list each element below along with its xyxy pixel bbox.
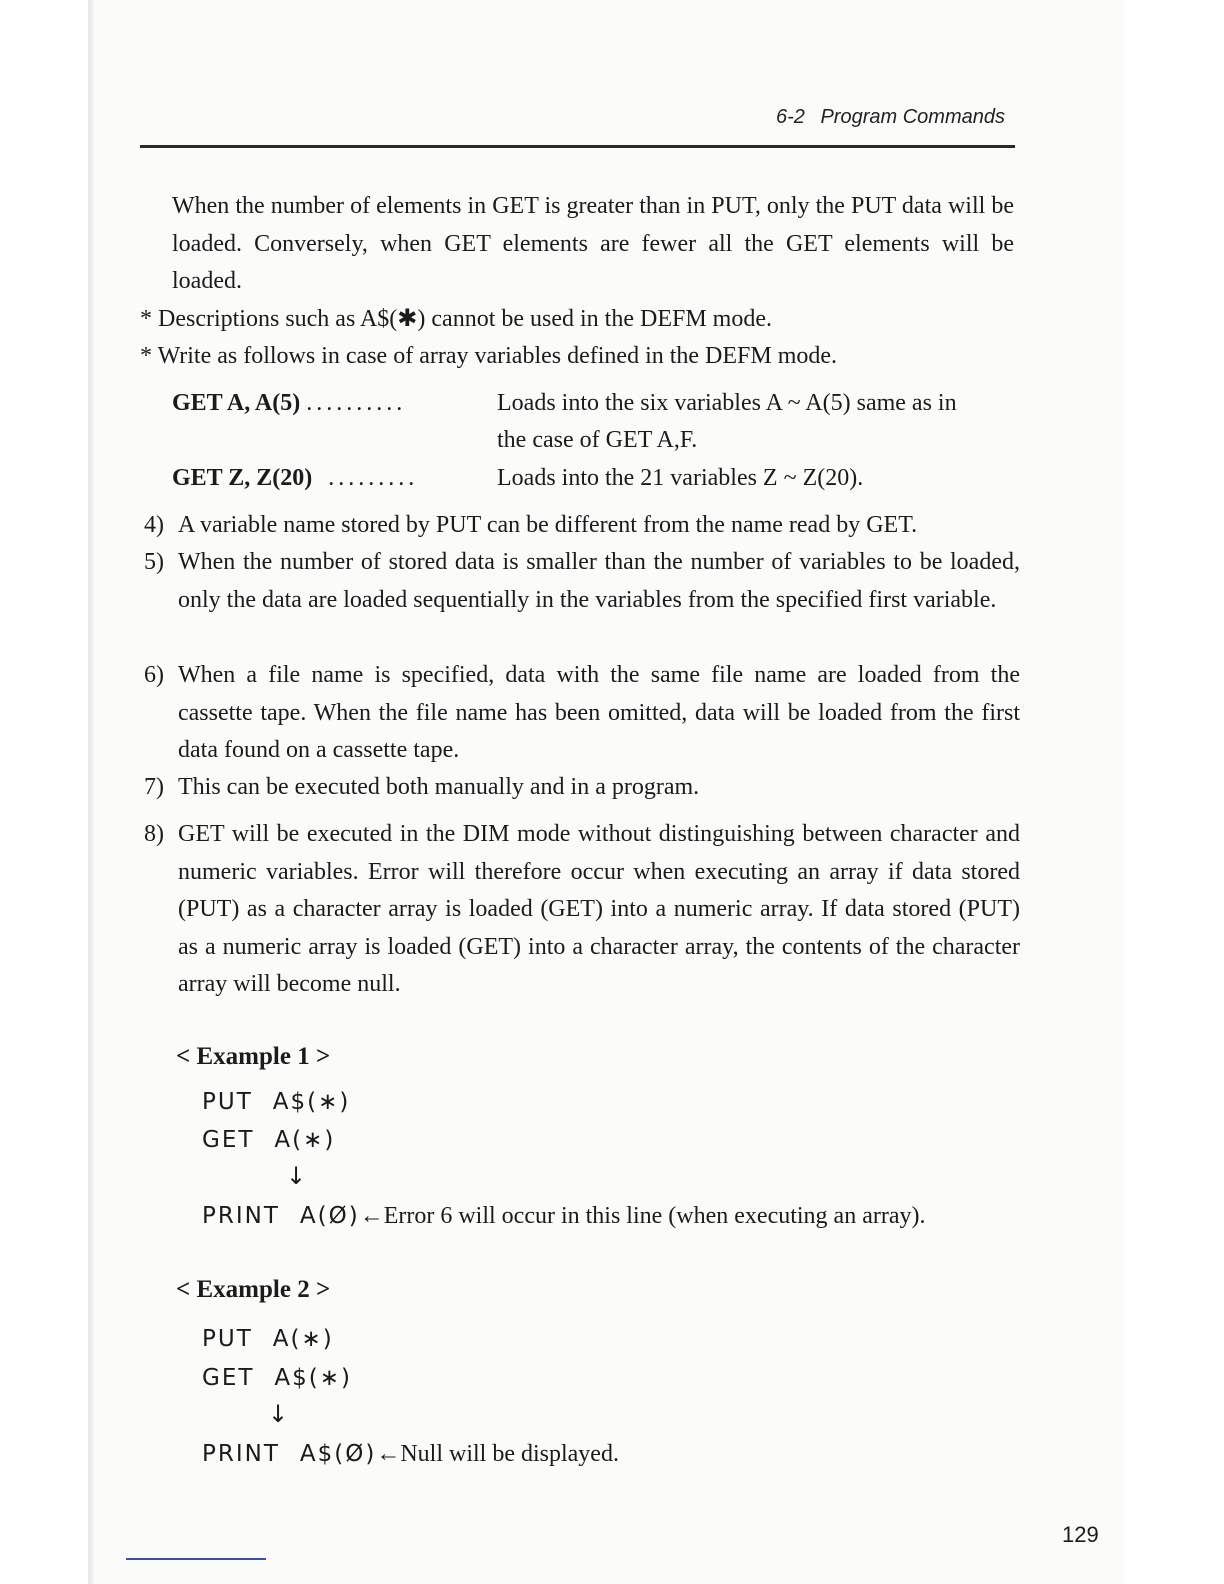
example-2-title: < Example 2 > xyxy=(176,1276,331,1303)
section-title: Program Commands xyxy=(820,106,1005,128)
code-argument: A$(∗) xyxy=(274,1365,352,1391)
code-comment: ←Null will be displayed. xyxy=(376,1441,619,1467)
code-line xyxy=(202,1203,926,1230)
list-item xyxy=(144,544,1020,657)
item-text: A variable name stored by PUT can be different from the name read by GET. xyxy=(178,512,918,538)
item-number: 4) xyxy=(144,512,164,538)
code-line xyxy=(202,1089,350,1115)
list-item xyxy=(144,816,1020,1004)
code-argument: A$(Ø) xyxy=(299,1441,377,1467)
code-keyword: GET xyxy=(202,1365,255,1391)
leader-dots: .......... xyxy=(306,390,407,416)
get-command: GET Z, Z(20) xyxy=(172,465,313,491)
leader-dots: ......... xyxy=(328,465,419,491)
code-argument: A$(∗) xyxy=(272,1089,351,1115)
item-text: When a file name is specified, data with the same file name are loaded from the cassette tape. When the file name has been omitted, data will be loaded from the first data found on a cassette tape. xyxy=(178,662,1020,763)
get-description: Loads into the six variables A ~ A(5) same as in xyxy=(497,390,957,416)
code-line xyxy=(202,1127,335,1153)
footer-line xyxy=(126,1558,266,1560)
code-comment: ←Error 6 will occur in this line (when executing an array). xyxy=(359,1203,926,1229)
item-number: 6) xyxy=(144,662,164,688)
get-description-continued: the case of GET A,F. xyxy=(497,427,698,453)
header-rule xyxy=(140,145,1015,148)
arrow-down-icon: ↓ xyxy=(286,1162,307,1190)
code-line xyxy=(202,1441,619,1468)
get-example-row xyxy=(172,385,406,423)
arrow-down-icon: ↓ xyxy=(268,1400,289,1428)
code-argument: A(Ø) xyxy=(299,1203,360,1229)
code-keyword: PUT xyxy=(202,1326,253,1352)
code-argument: A(∗) xyxy=(272,1326,334,1352)
code-line xyxy=(202,1326,334,1352)
note-descriptions: * Descriptions such as A$(✱) cannot be used in the DEFM mode. xyxy=(140,306,773,332)
section-number: 6-2 xyxy=(776,106,805,128)
list-item xyxy=(144,769,1020,807)
code-keyword: PRINT xyxy=(202,1441,280,1467)
item-number: 5) xyxy=(144,549,164,575)
code-keyword: PRINT xyxy=(202,1203,280,1229)
item-number: 8) xyxy=(144,821,164,847)
running-header xyxy=(776,106,1005,129)
list-item xyxy=(144,657,1020,770)
get-example-row xyxy=(172,460,418,498)
get-command: GET A, A(5) xyxy=(172,390,301,416)
list-item xyxy=(144,507,1020,545)
item-text: GET will be executed in the DIM mode without distinguishing between character and numeric variables. Error will therefore occur when executing an array if data stored (PUT) as a character array is loaded (GET) into a numeric array. If data stored (PUT) as a numeric array is loaded (GET) into a character array, the contents of the character array will become null. xyxy=(178,821,1020,997)
page-number: 129 xyxy=(1062,1522,1099,1547)
code-line xyxy=(202,1365,352,1391)
code-keyword: PUT xyxy=(202,1089,253,1115)
item-text: When the number of stored data is smaller than the number of variables to be loaded, only the data are loaded sequentially in the variables from the specified first variable. xyxy=(178,549,1020,613)
code-keyword: GET xyxy=(202,1127,255,1153)
intro-paragraph: When the number of elements in GET is greater than in PUT, only the PUT data will be loaded. Conversely, when GET elements are fewer all the GET elements will be loaded. xyxy=(172,193,1014,294)
example-1-title: < Example 1 > xyxy=(176,1043,331,1070)
code-argument: A(∗) xyxy=(274,1127,336,1153)
note-write-as-follows: * Write as follows in case of array variables defined in the DEFM mode. xyxy=(140,343,838,369)
item-number: 7) xyxy=(144,774,164,800)
get-description: Loads into the 21 variables Z ~ Z(20). xyxy=(497,465,864,491)
item-text: This can be executed both manually and in a program. xyxy=(178,774,700,800)
